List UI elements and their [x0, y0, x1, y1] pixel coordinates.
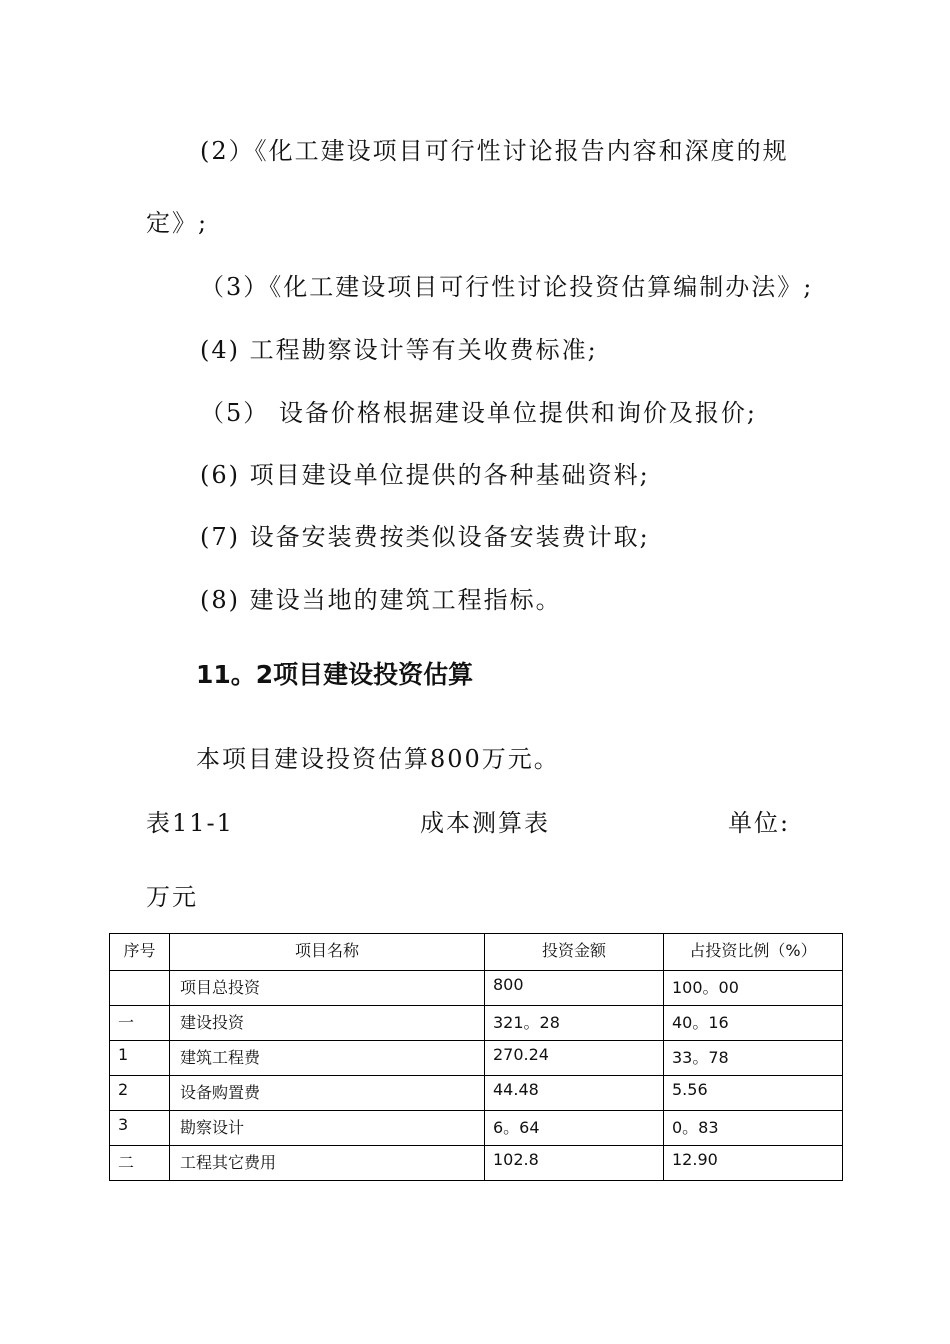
basis-item-8: (8) 建设当地的建筑工程指标。	[200, 586, 562, 614]
row-item-name: 建设投资	[170, 1006, 485, 1041]
table-title: 成本测算表	[420, 809, 550, 837]
basis-item-7: (7) 设备安装费按类似设备安装费计取;	[200, 523, 650, 551]
header-item-name: 项目名称	[170, 934, 485, 971]
row-index: 一	[110, 1006, 170, 1041]
table-row	[110, 971, 843, 1006]
basis-item-4: (4) 工程勘察设计等有关收费标准;	[200, 336, 598, 364]
row-percentage: 5.56	[664, 1076, 843, 1111]
row-item-name: 建筑工程费	[170, 1041, 485, 1076]
row-percentage: 100。00	[664, 971, 843, 1006]
row-index	[110, 971, 170, 1006]
table-number: 表11-1	[146, 809, 234, 837]
table-row	[110, 1006, 843, 1041]
investment-summary: 本项目建设投资估算800万元。	[196, 745, 560, 773]
row-index: 1	[110, 1041, 170, 1076]
cost-estimate-table	[109, 933, 843, 1181]
row-item-name: 工程其它费用	[170, 1146, 485, 1181]
row-item-name: 勘察设计	[170, 1111, 485, 1146]
basis-item-2-line-2: 定》;	[146, 209, 209, 237]
table-header-row	[110, 934, 843, 971]
row-index: 3	[110, 1111, 170, 1146]
basis-item-3: （3）《化工建设项目可行性讨论投资估算编制办法》;	[200, 273, 814, 301]
table-row	[110, 1076, 843, 1111]
section-heading: 11。2项目建设投资估算	[196, 660, 474, 689]
row-amount: 321。28	[485, 1006, 664, 1041]
row-amount: 6。64	[485, 1111, 664, 1146]
row-amount: 44.48	[485, 1076, 664, 1111]
row-percentage: 0。83	[664, 1111, 843, 1146]
basis-item-6: (6) 项目建设单位提供的各种基础资料;	[200, 461, 650, 489]
row-index: 二	[110, 1146, 170, 1181]
table-row	[110, 1146, 843, 1181]
table-unit-label: 单位:	[728, 809, 791, 837]
row-percentage: 40。16	[664, 1006, 843, 1041]
row-amount: 102.8	[485, 1146, 664, 1181]
basis-item-2-line-1: (2）《化工建设项目可行性讨论报告内容和深度的规	[200, 137, 789, 165]
row-amount: 800	[485, 971, 664, 1006]
row-amount: 270.24	[485, 1041, 664, 1076]
row-percentage: 33。78	[664, 1041, 843, 1076]
row-item-name: 项目总投资	[170, 971, 485, 1006]
table-unit-value: 万元	[146, 883, 198, 911]
header-percentage: 占投资比例（%）	[664, 934, 843, 971]
header-index: 序号	[110, 934, 170, 971]
table-row	[110, 1111, 843, 1146]
table-row	[110, 1041, 843, 1076]
row-item-name: 设备购置费	[170, 1076, 485, 1111]
basis-item-5: （5） 设备价格根据建设单位提供和询价及报价;	[200, 399, 757, 427]
header-amount: 投资金额	[485, 934, 664, 971]
row-index: 2	[110, 1076, 170, 1111]
row-percentage: 12.90	[664, 1146, 843, 1181]
